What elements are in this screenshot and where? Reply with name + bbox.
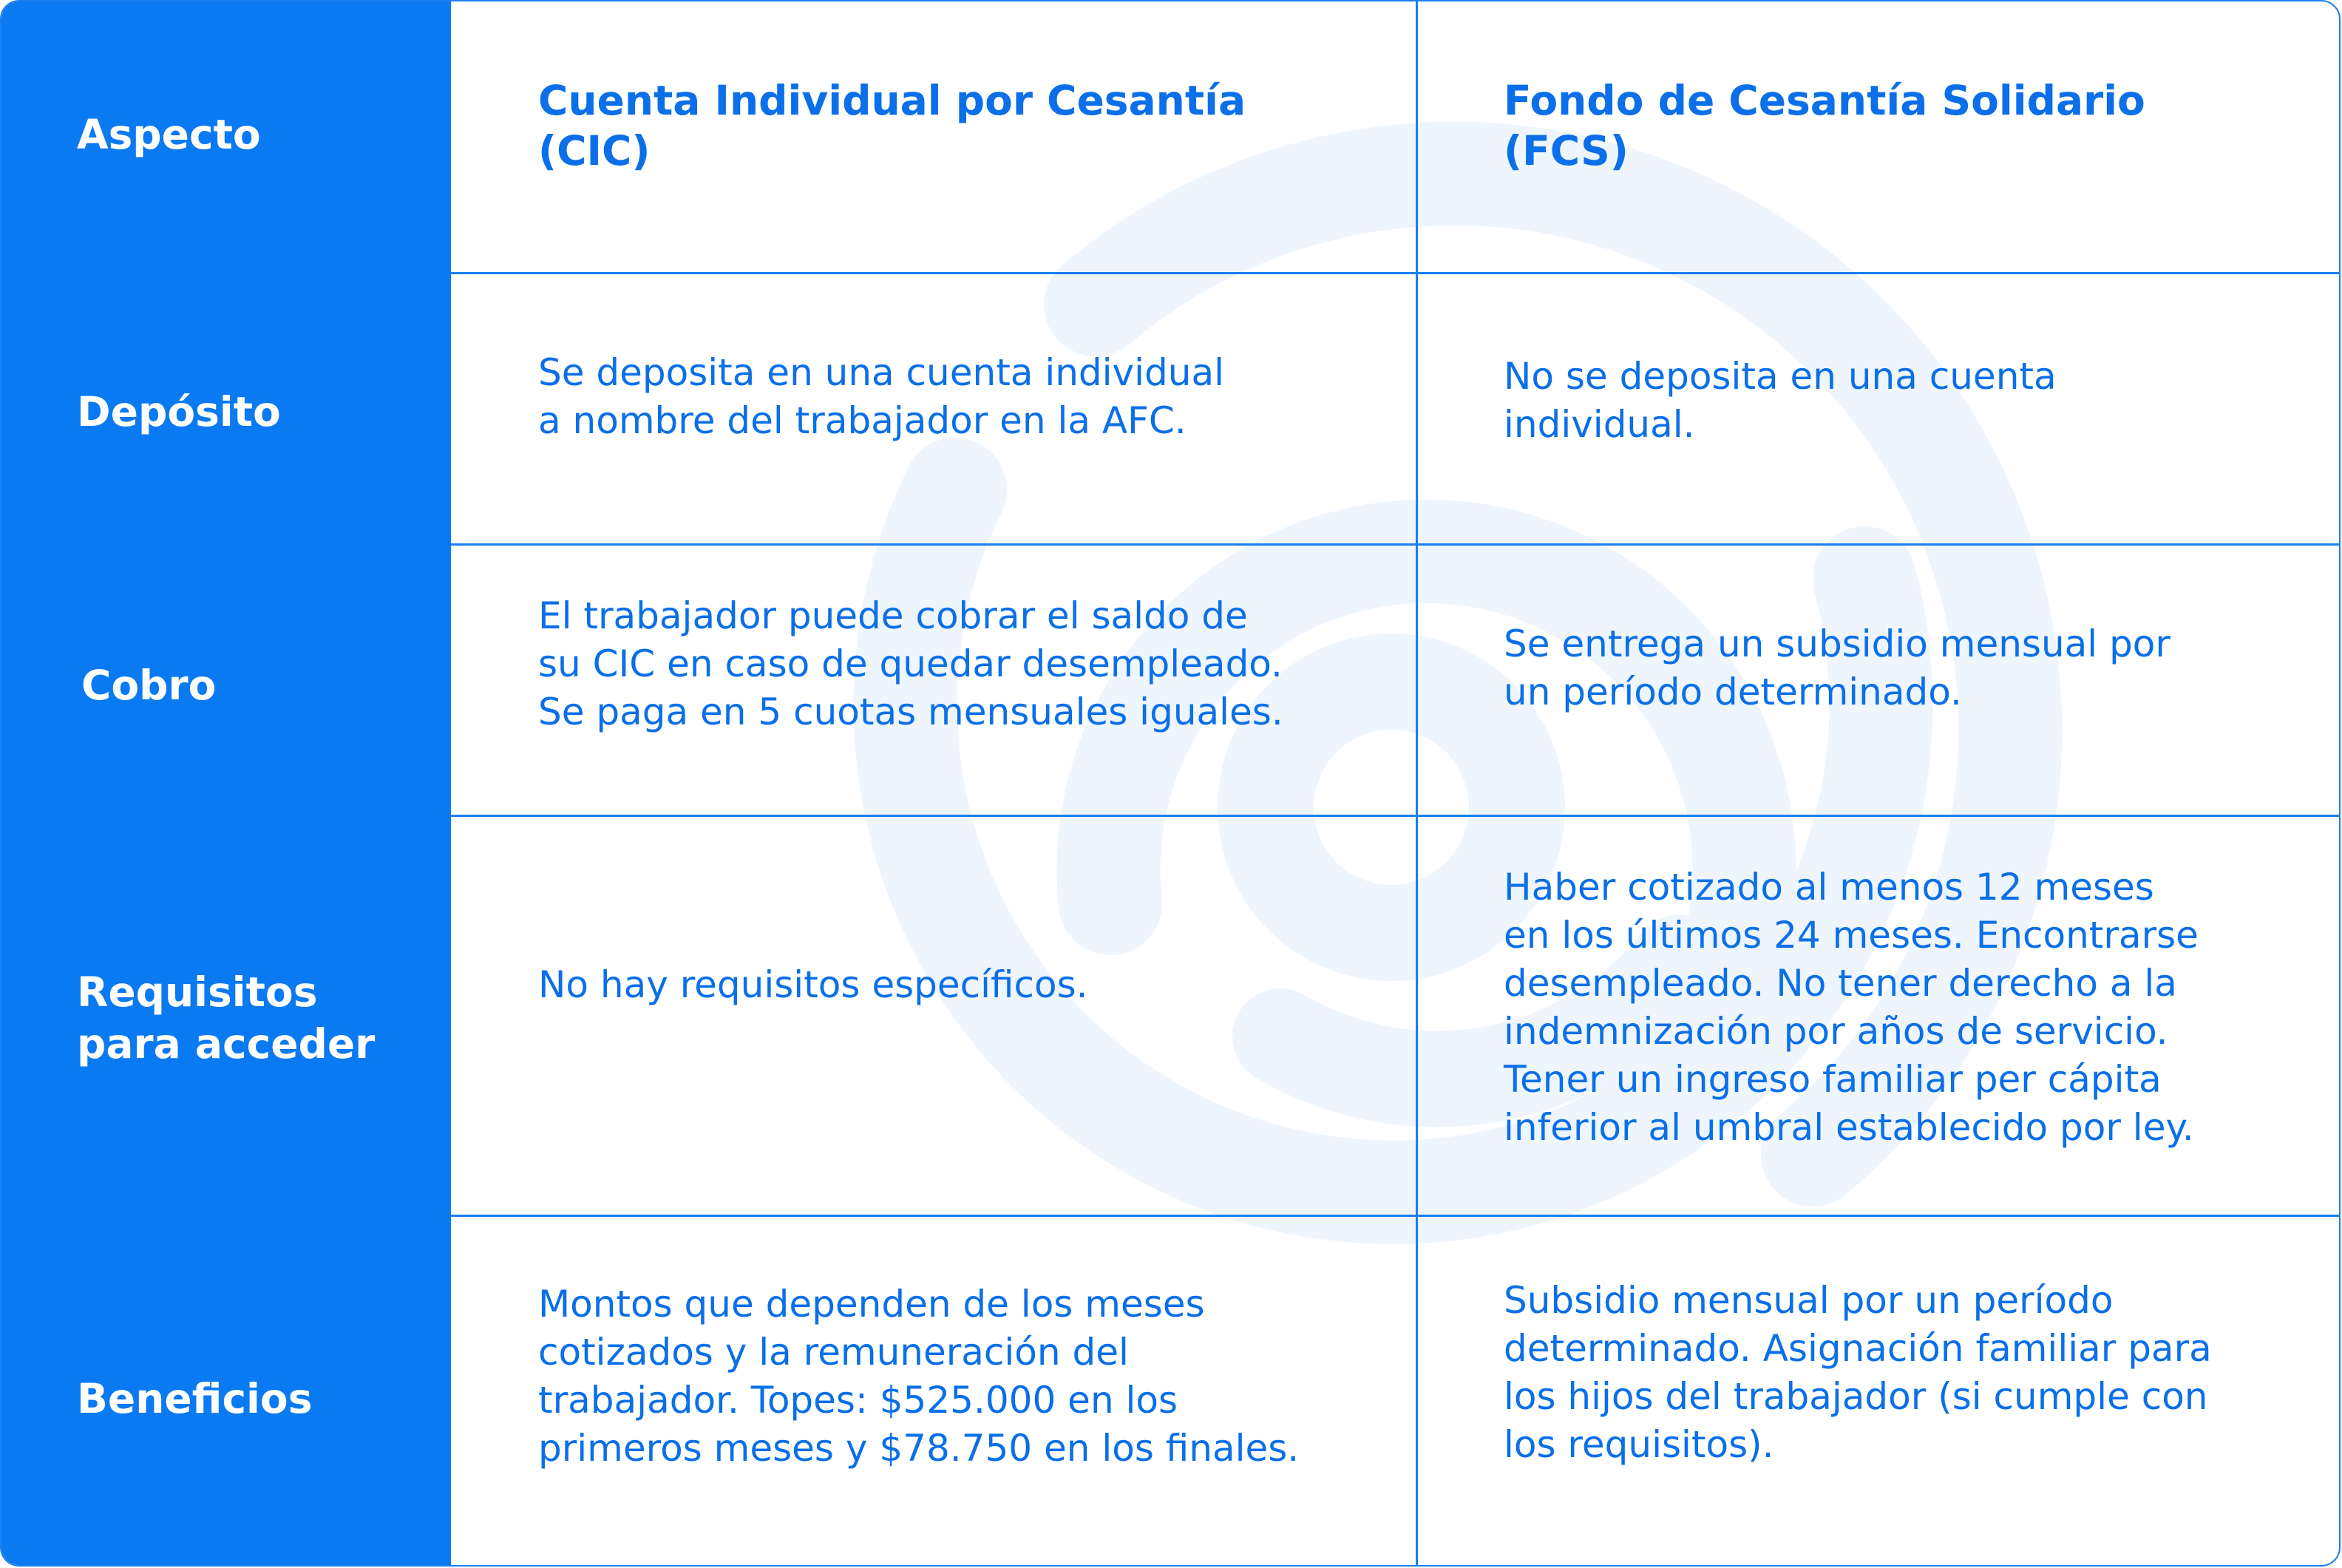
cell-cobro-fcs <box>1504 543 2332 815</box>
cell-text: Subsidio mensual por un período determinado. Asignación familiar para los hijos del trabajador (si cumple con los requisitos). <box>1504 1279 2212 1466</box>
cell-text: No se deposita en una cuenta individual. <box>1504 354 2057 446</box>
row-label-beneficios: Beneficios <box>77 1375 313 1422</box>
cell-text: El trabajador puede cobrar el saldo de su CIC en caso de quedar desempleado. Se paga en 5 cuotas mensuales iguales. <box>538 594 1283 733</box>
row-label-deposito: Depósito <box>77 388 281 435</box>
cell-text: Haber cotizado al menos 12 meses en los últimos 24 meses. Encontrarse desempleado. No tener derecho a la indemnización por años de servicio. Tener un ingreso familiar per cápita inferior al umbral establecido por ley. <box>1504 865 2199 1149</box>
cell-requisitos-fcs <box>1504 815 2332 1215</box>
cell-deposito-cic <box>538 272 1388 543</box>
cell-text: Montos que dependen de los meses cotizados y la remuneración del trabajador. Topes: $525.000 en los primeros meses y $78.750 en los finales. <box>538 1283 1300 1470</box>
header-fcs <box>1504 75 2332 194</box>
column-divider <box>1416 1 1418 1565</box>
cell-text: Se deposita en una cuenta individual a nombre del trabajador en la AFC. <box>538 350 1224 442</box>
cell-beneficios-cic <box>538 1215 1388 1567</box>
cell-cobro-cic <box>538 543 1388 815</box>
cell-text: No hay requisitos específicos. <box>538 963 1088 1006</box>
header-fcs-title: Fondo de Cesantía Solidario (FCS) <box>1504 77 2145 174</box>
cell-text: Se entrega un subsidio mensual por un período determinado. <box>1504 622 2170 713</box>
row-label-cobro: Cobro <box>81 662 217 709</box>
row-label-requisitos: Requisitos para acceder <box>77 968 376 1068</box>
cell-deposito-fcs <box>1504 272 2332 543</box>
cell-beneficios-fcs <box>1504 1215 2332 1567</box>
header-cic <box>538 75 1388 194</box>
header-cic-title: Cuenta Individual por Cesantía (CIC) <box>538 77 1246 174</box>
cell-requisitos-cic <box>538 815 1388 1215</box>
aspect-column <box>1 1 451 1565</box>
header-aspect-label: Aspecto <box>77 111 261 158</box>
